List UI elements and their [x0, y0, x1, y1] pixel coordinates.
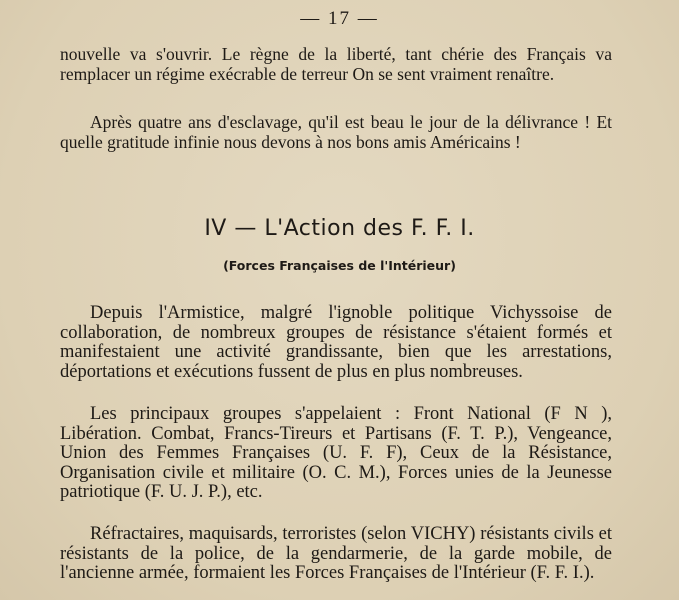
- paragraph: nouvelle va s'ouvrir. Le règne de la liberté, tant chérie des Français va remplacer un régime exécrable de terreur On se sent vraiment renaître.: [60, 44, 612, 84]
- paragraph: Après quatre ans d'esclavage, qu'il est beau le jour de la délivrance ! Et quelle gratitude infinie nous devons à nos bons amis Américains !: [60, 112, 612, 152]
- paragraph: Réfractaires, maquisards, terroristes (selon VICHY) résistants civils et résistants de la police, de la gendarmerie, de la garde mobile, de l'ancienne armée, formaient les Forces Françaises de l'Intérieur (F. F. I.).: [60, 524, 612, 583]
- section-subheading: (Forces Françaises de l'Intérieur): [223, 258, 456, 273]
- section-heading: IV — L'Action des F. F. I.: [204, 216, 475, 241]
- paragraph: Les principaux groupes s'appelaient : Front National (F N ), Libération. Combat, Francs-Tireurs et Partisans (F. T. P.), Vengeance, Union des Femmes Françaises (U. F. F), Ceux de la Résistance, Organisation civile et militaire (O. C. M.), Forces unies de la Jeunesse patriotique (F. U. J. P.), etc.: [60, 404, 612, 502]
- paragraph: Depuis l'Armistice, malgré l'ignoble politique Vichyssoise de collaboration, de nombreux groupes de résistance s'étaient formés et manifestaient une activité grandissante, bien que les arrestations, déportations et exécutions fussent de plus en plus nombreuses.: [60, 303, 612, 382]
- page-number: — 17 —: [300, 8, 379, 29]
